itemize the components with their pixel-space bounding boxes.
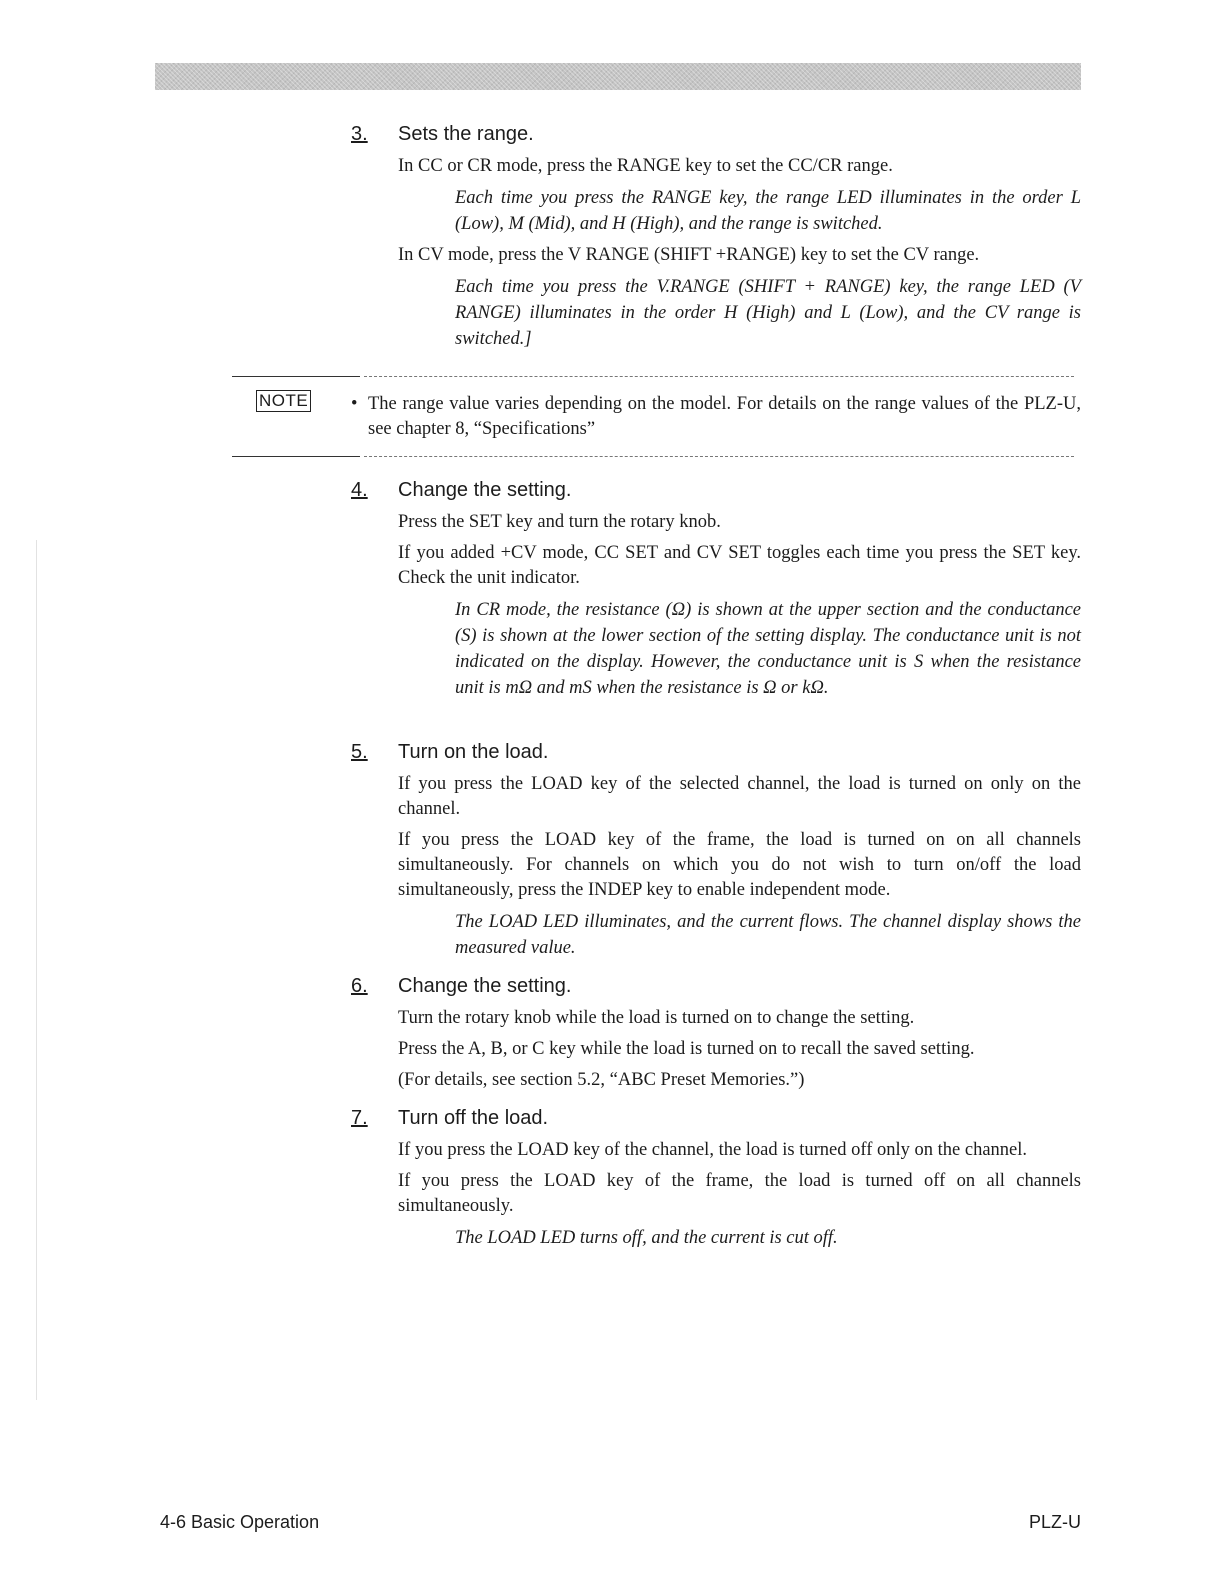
- step-paragraph: Press the SET key and turn the rotary knob.: [398, 512, 721, 532]
- note-body: The range value varies depending on the model. For details on the range values of the PLZ-U, see chapter 8, “Specifications”: [368, 394, 1081, 439]
- step-number: 5.: [351, 741, 368, 763]
- footer-page-label: 4-6 Basic Operation: [160, 1512, 320, 1532]
- step-result: In CR mode, the resistance (Ω) is shown at the upper section and the conductance (S) is shown at the lower section of the setting display. The conductance unit is not indicated on the display. However, the conductance unit is S when the resistance unit is mΩ and mS when the resistance is Ω or kΩ.: [455, 600, 1081, 698]
- step-title: Sets the range.: [398, 123, 534, 145]
- footer-product-label: PLZ-U: [1028, 1512, 1081, 1532]
- note-rule-top-dashed: [364, 376, 1074, 377]
- step-title: Turn off the load.: [398, 1107, 549, 1129]
- step-paragraph: In CV mode, press the V RANGE (SHIFT +RANGE) key to set the CV range.: [398, 245, 980, 265]
- step-header: [351, 974, 1081, 1000]
- step-5: [351, 740, 1081, 961]
- step-result: The LOAD LED illuminates, and the current flows. The channel display shows the measured value.: [455, 912, 1081, 958]
- step-number: 4.: [351, 479, 368, 501]
- step-result: Each time you press the V.RANGE (SHIFT + RANGE) key, the range LED (V RANGE) illuminates in the order H (High) and L (Low), and the CV range is switched.]: [455, 277, 1081, 349]
- step-paragraph: If you press the LOAD key of the frame, the load is turned on on all channels simultaneously. For channels on which you do not wish to turn on/off the load simultaneously, press the INDEP key to enable independent mode.: [398, 830, 1081, 900]
- step-number: 6.: [351, 975, 368, 997]
- step-result: Each time you press the RANGE key, the range LED illuminates in the order L (Low), M (Mid), and H (High), and the range is switched.: [455, 188, 1081, 234]
- step-header: [351, 478, 1081, 504]
- bullet-icon: •: [351, 394, 358, 414]
- step-result: The LOAD LED turns off, and the current is cut off.: [455, 1228, 838, 1248]
- step-4: [351, 478, 1081, 701]
- step-paragraph: If you press the LOAD key of the selected channel, the load is turned on only on the channel.: [398, 774, 1081, 819]
- step-number: 3.: [351, 123, 368, 145]
- step-paragraph: Turn the rotary knob while the load is turned on to change the setting.: [398, 1008, 915, 1028]
- step-6: [351, 974, 1081, 1093]
- note-rule-top-solid: [232, 376, 360, 377]
- step-header: [351, 1106, 1081, 1132]
- note-badge: NOTE: [256, 390, 311, 412]
- step-paragraph: In CC or CR mode, press the RANGE key to set the CC/CR range.: [398, 156, 893, 176]
- note-rule-bottom-dashed: [364, 456, 1074, 457]
- step-3: [351, 122, 1081, 352]
- step-paragraph: Press the A, B, or C key while the load is turned on to recall the saved setting.: [398, 1039, 975, 1059]
- step-paragraph: If you press the LOAD key of the frame, the load is turned off on all channels simultaneously.: [398, 1171, 1081, 1216]
- step-header: [351, 740, 1081, 766]
- step-title: Turn on the load.: [398, 741, 549, 763]
- step-paragraph: If you press the LOAD key of the channel, the load is turned off only on the channel.: [398, 1140, 1027, 1160]
- step-paragraph: If you added +CV mode, CC SET and CV SET toggles each time you press the SET key. Check the unit indicator.: [398, 543, 1081, 588]
- margin-line: [36, 540, 37, 1400]
- note-rule-bottom-solid: [232, 456, 360, 457]
- note-text: [351, 392, 1081, 442]
- step-paragraph: (For details, see section 5.2, “ABC Preset Memories.”): [398, 1070, 805, 1090]
- step-title: Change the setting.: [398, 479, 572, 501]
- step-number: 7.: [351, 1107, 368, 1129]
- step-header: [351, 122, 1081, 148]
- step-title: Change the setting.: [398, 975, 572, 997]
- step-7: [351, 1106, 1081, 1251]
- header-band: [155, 63, 1081, 90]
